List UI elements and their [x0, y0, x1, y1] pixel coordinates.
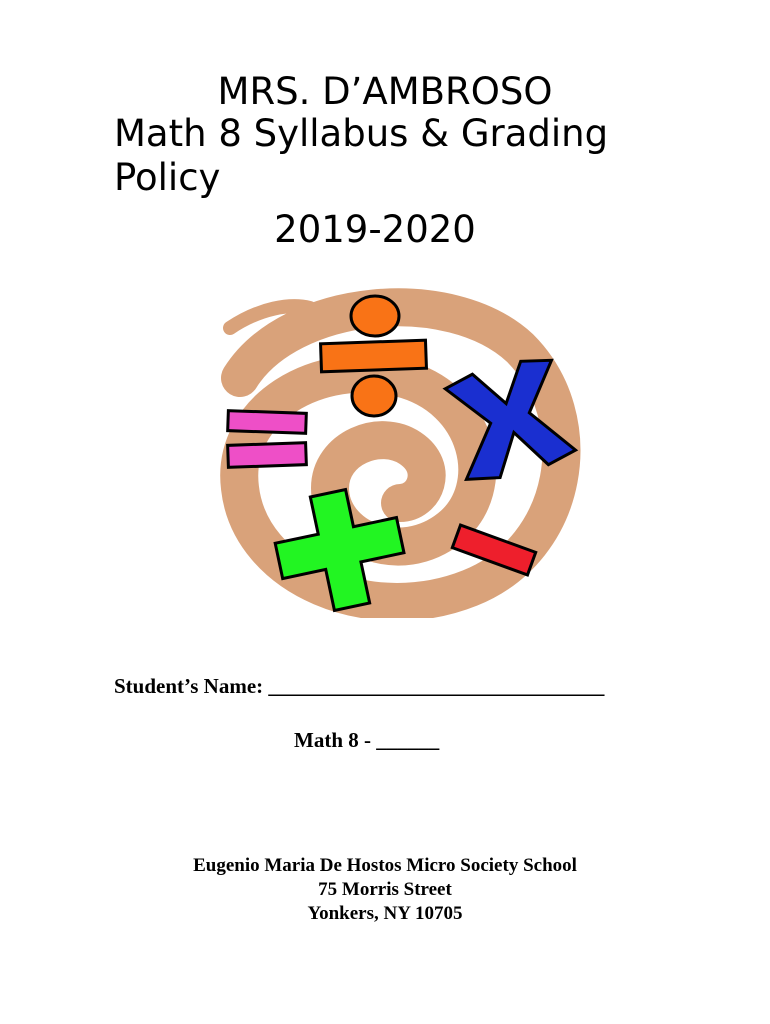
- document-title: Math 8 Syllabus & Grading Policy: [114, 112, 609, 199]
- teacher-name: MRS. D’AMBROSO: [217, 70, 553, 113]
- math-symbols-swirl-icon: [200, 288, 590, 618]
- school-name: Eugenio Maria De Hostos Micro Society School: [193, 855, 577, 876]
- school-year: 2019-2020: [274, 208, 476, 251]
- school-city: Yonkers, NY 10705: [307, 903, 463, 924]
- student-name-field: Student’s Name: ________________________________: [114, 674, 605, 698]
- math-section-field: Math 8 - ______: [294, 728, 440, 752]
- school-street: 75 Morris Street: [318, 879, 452, 900]
- school-address: [0, 854, 770, 926]
